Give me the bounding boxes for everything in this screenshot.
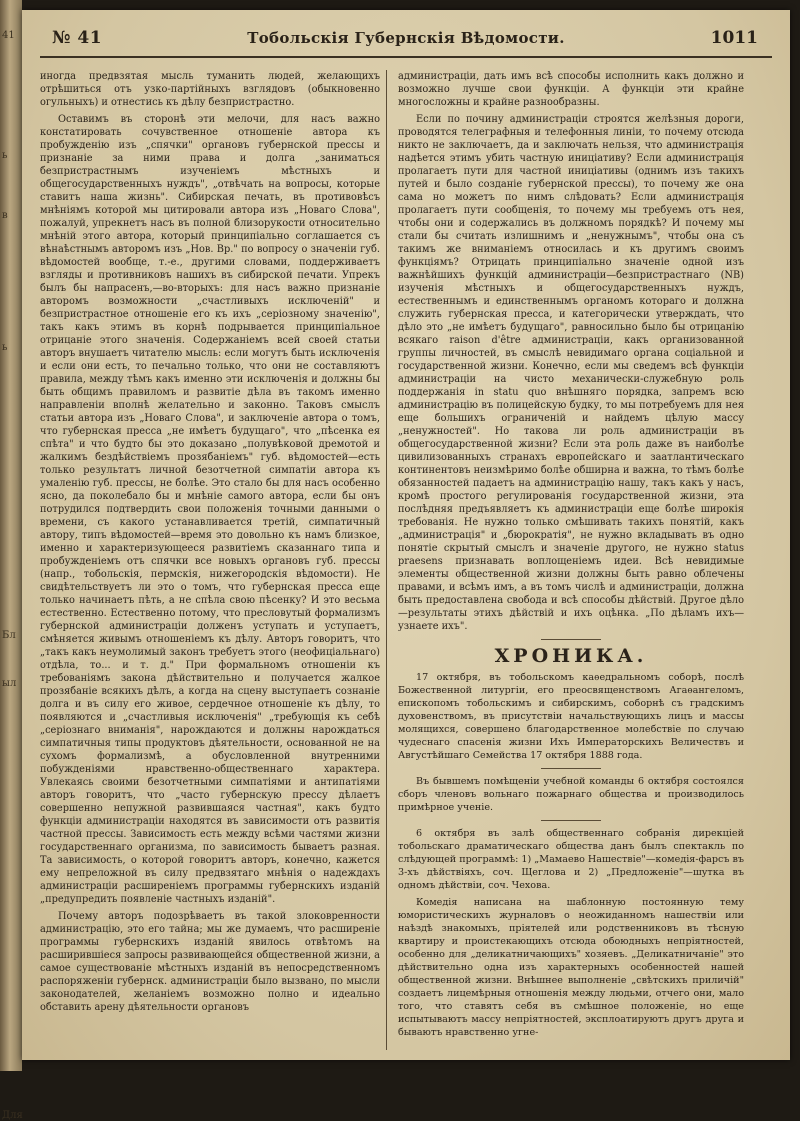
paragraph: администраціи, дать имъ всѣ способы исполнить какъ должно и возможно лучше свои функціи. А функціи эти крайне многосложны и крайне разнообразны. xyxy=(398,71,744,108)
gutter-text-fragment: в xyxy=(2,210,8,221)
item-divider xyxy=(541,820,601,821)
chronicle-item: Комедія написана на шаблонную постоянную тему юмористическихъ журналовъ о неожиданномъ нашествіи или наѣздѣ знакомыхъ, пріятелей или родственниковъ въ тѣсную квартиру и проистекающихъ отсюда обоюдныхъ непріятностей, особенно для „деликатничающихъ" хозяевъ. „Деликатничаніе" это дѣйствительно одна изъ характерныхъ особенностей нашей общественной жизни. Внѣшнее выполненіе „свѣтскихъ приличій" создаетъ лицемѣрныя отношенія между людьми, отчего они, мало того, что ставятъ себя въ смѣшное положеніе, но еще испытываютъ массу непріятностей, эксплоатируютъ другъ друга и бываютъ нравственно угне- xyxy=(398,897,744,1038)
item-divider xyxy=(541,768,601,769)
gutter-text-fragment: ь xyxy=(2,342,8,353)
gutter-text-fragment: Для xyxy=(2,1110,23,1121)
chronicle-heading: ХРОНИКА. xyxy=(494,645,648,667)
gutter-text-fragment: 41 xyxy=(2,30,15,41)
newspaper-page xyxy=(22,10,790,1060)
page-number: 1011 xyxy=(710,28,758,48)
chronicle-item: 17 октября, въ тобольскомъ каѳедральномъ соборѣ, послѣ Божественной литургіи, его преосвященствомъ Агаѳангеломъ, епископомъ тобольскимъ и сибирскимъ, соборнѣ съ градскимъ духовенствомъ, въ присутствіи начальствующихъ лицъ и массы молящихся, совершено благодарственное молебствіе по случаю чудеснаго спасенія жизни Ихъ Императорскихъ Величествъ и Августѣйшаго Семейства 17 октября 1888 года. xyxy=(398,672,744,761)
section-divider xyxy=(541,639,601,640)
previous-page-edge xyxy=(0,0,23,1121)
gutter-text-fragment: Бл xyxy=(2,630,16,641)
masthead-title: Тобольскія Губернскія Вѣдомости. xyxy=(247,29,565,47)
chronicle-item: 6 октября въ залѣ общественнаго собранія дирекціей тобольскаго драматическаго общества данъ былъ спектакль по слѣдующей программѣ: 1) „Мамаево Нашествіе"—комедія-фарсъ въ 3-хъ дѣйствіяхъ, соч. Щеглова и 2) „Предложеніе"—шутка въ одномъ дѣйствіи, соч. Чехова. xyxy=(398,828,744,891)
column-rule xyxy=(386,70,387,1050)
issue-number: № 41 xyxy=(52,28,103,48)
right-column xyxy=(398,70,744,1050)
paragraph: Оставимъ въ сторонѣ эти мелочи, для насъ важно констатировать сочувственное отношеніе автора къ пробужденію изъ „спячки" органовъ губернской прессы и признаніе за ними права и долга „заниматься безпристрастнымъ изученіемъ мѣстныхъ и общегосударственныхъ нуждъ", „отвѣчать на вопросы, которые ставитъ наша жизнь". Сибирская печать, въ противовѣсъ мнѣніямъ которой мы цитировали автора изъ „Новаго Слова", пожалуй, упрекнетъ насъ въ полной близорукости относительно мнѣній этого автора, который принципіально соглашается съ вѣнаѣстнымъ авторомъ изъ „Нов. Вр." по вопросу о значеніи губ. вѣдомостей вообще, т.-е., другими словами, поддерживаетъ взгляды и противниковъ нашихъ въ сибирской печати. Упрекъ былъ бы напрасенъ,—во-вторыхъ: для насъ важно признаніе авторомъ возможности „счастливыхъ исключеній" и безпристрастное отношеніе его къ ихъ „серіозному значенію", такъ какъ этимъ въ корнѣ подрывается принципіальное отрицаніе этого значенія. Содержаніемъ всей своей статьи авторъ внушаетъ читателю мысль: если могутъ быть исключенія и если они есть, то печально только, что они не составляютъ правила, между тѣмъ какъ именно эти исключенія и должны бы быть общимъ правиломъ и развитіе дѣла въ такомъ именно направленіи вполнѣ желательно и законно. Таковъ смыслъ статьи автора изъ „Новаго Слова", и заключеніе автора о томъ, что губернская пресса „не имѣетъ будущаго", что „пѣсенка ея спѣта" и что будто бы это доказано „полувѣковой дремотой и жалкимъ бездѣйствіемъ прозябаніемъ" губ. вѣдомостей—есть только результатъ личной безотчетной симпатіи автора къ умаленію губ. прессы, не болѣе. Это стало бы для насъ особенно ясно, да поколебало бы и мнѣніе самого автора, если бы онъ потрудился подтвердить свои положенія точными данными о времени, съ какого устанавливается третій, симпатичный автору, типъ вѣдомостей—время это довольно къ намъ близкое, именно и характеризующееся развитіемъ сказаннаго типа и пробужденіемъ отъ спячки все новыхъ органовъ губ. прессы (напр., тобольскія, пермскія, нижегородскія вѣдомости). Не свидѣтельствуетъ ли это о томъ, что губернская пресса еще только начинаетъ пѣть, а не спѣла свою пѣсенку? И это весьма естественно. Естественно потому, что пресловутый формализмъ губернской администраціи долженъ уступать и уступаетъ, смѣняется живымъ отношеніемъ къ дѣлу. Авторъ говоритъ, что „такъ какъ неумолимый законъ требуетъ этого (неофиціальнаго) отдѣла, то... и т. д." При формальномъ отношеніи къ требованіямъ закона дѣйствительно и получается жалкое прозябаніе всякихъ дѣлъ, а когда на сцену выступаетъ сознаніе долга и въ силу его живое, сердечное отношеніе къ дѣлу, то появляются и „счастливыя исключенія" „требующія къ себѣ „серіознаго вниманія", нарождаются и должны нарождаться симпатичныя типы продуктовъ дѣятельности, основанной не на сухомъ формализмѣ, а обусловленной внутренними побужденіями нравственно-общественнаго характера. Увлекаясь своими безотчетными симпатіями и антипатіями авторъ говоритъ, что „часто губернскую прессу дѣлаетъ совершенно непужной развившаяся частная", какъ будто функціи администраціи находятся въ зависимости отъ развитія частной прессы. Зависимость есть между всѣми частями жизни государственнаго организма, по зависимость бываетъ разная. Та зависимость, о которой говоритъ авторъ, конечно, кажется ему непреложной въ силу предвзятаго мнѣнія о надеждахъ администраціи расширеніемъ программы губернскихъ изданій „предупредить появленіе частныхъ изданій". xyxy=(40,114,380,905)
gutter-text-fragment: ь xyxy=(2,150,8,161)
paragraph: Почему авторъ подозрѣваетъ въ такой злоковренности администрацію, это его тайна; мы же думаемъ, что расширеніе программы губернскихъ изданій явилось отвѣтомъ на расширившіеся запросы развивающейся общественной жизни, а самое существованіе мѣстныхъ изданій въ непосредственномъ распоряженіи губернск. администраціи было вызвано, по мысли законодателей, желаніемъ возможно полно и идеально обставить арену дѣятельности органовъ xyxy=(40,911,380,1013)
page-header xyxy=(40,24,772,58)
gutter-text-fragment: ыл xyxy=(2,678,17,689)
left-column xyxy=(40,70,380,1050)
paragraph: Если по почину администраціи строятся желѣзныя дороги, проводятся телеграфныя и телефонныя линіи, то почему отсюда никто не заключаетъ, да и заключать нельзя, что администрація надѣется этимъ убить частную иниціативу? Если администрація пролагаетъ пути для частной иниціативы (однимъ изъ такихъ путей и было созданіе губернской прессы), то почему же она сама но можетъ по нимъ слѣдовать? Если администрація пролагаетъ пути сообщенія, то почему мы требуемъ отъ нея, чтобы они и содержались въ должномъ порядкѣ? И почему мы стали бы считать излишнимъ и „ненужнымъ", чтобы она съ такимъ же вниманіемъ относилась и къ другимъ своимъ функціямъ? Отрицать принципіально значеніе одной изъ важнѣйшихъ функцій администраціи—безпристрастнаго (NB) изученія мѣстныхъ и общегосударственныхъ нуждъ, естественнымъ и единственнымъ органомъ котораго и должна служить губернская пресса, и категорически утверждать, что дѣло это „не имѣетъ будущаго", равносильно было бы отрицанію всякаго raison d'être администраціи, какъ организованной группы личностей, въ смыслѣ невидимаго органа соціальной и государственной жизни. Конечно, если мы сведемъ всѣ функціи администраціи на чисто механически-служебную роль поддержанія in statu quo внѣшняго порядка, запремъ всю администрацію въ полицейскую будку, то мы потребуемъ для нея еще большихъ ограниченій и найдемъ цѣлую массу „ненужностей". Но такова ли роль администраціи въ общегосударственной жизни? Если эта роль даже въ наиболѣе цивилизованныхъ странахъ европейскаго и заатлантическаго континентовъ неизмѣримо болѣе обширна и важна, то тѣмъ болѣе обязанностей падаетъ на администрацію нашу, такъ какъ у насъ, кромѣ простого регулированія государственной жизни, эта послѣдняя предъявляетъ къ администраціи еще болѣе широкія требованія. Не нужно только смѣшивать такихъ понятій, какъ „администрація" и „бюрократія", не нужно вкладывать въ одно понятіе скрытый смыслъ и значеніе другого, не нужно status praesens признавать воплощеніемъ идеи. Всѣ невидимые элементы общественной жизни должны быть равно облечены правами, и всѣмъ имъ, а въ томъ числѣ и администраціи, должна быть предоставлена свобода и всѣ способы дѣйствій. Другое дѣло—результаты этихъ дѣйствій и ихъ оцѣнка. „По дѣламъ ихъ—узнаете ихъ". xyxy=(398,114,744,632)
chronicle-item: Въ бывшемъ помѣщеніи учебной команды 6 октября состоялся сборъ членовъ вольнаго пожарнаго общества и производилось примѣрное ученіе. xyxy=(398,776,744,813)
chronicle-section xyxy=(398,671,744,1039)
paragraph: иногда предвзятая мысль туманить людей, желающихъ отрѣшиться отъ узко-партійныхъ взглядовъ (обыкновенно огульныхъ) и отнестись къ дѣлу безпристрастно. xyxy=(40,71,380,108)
